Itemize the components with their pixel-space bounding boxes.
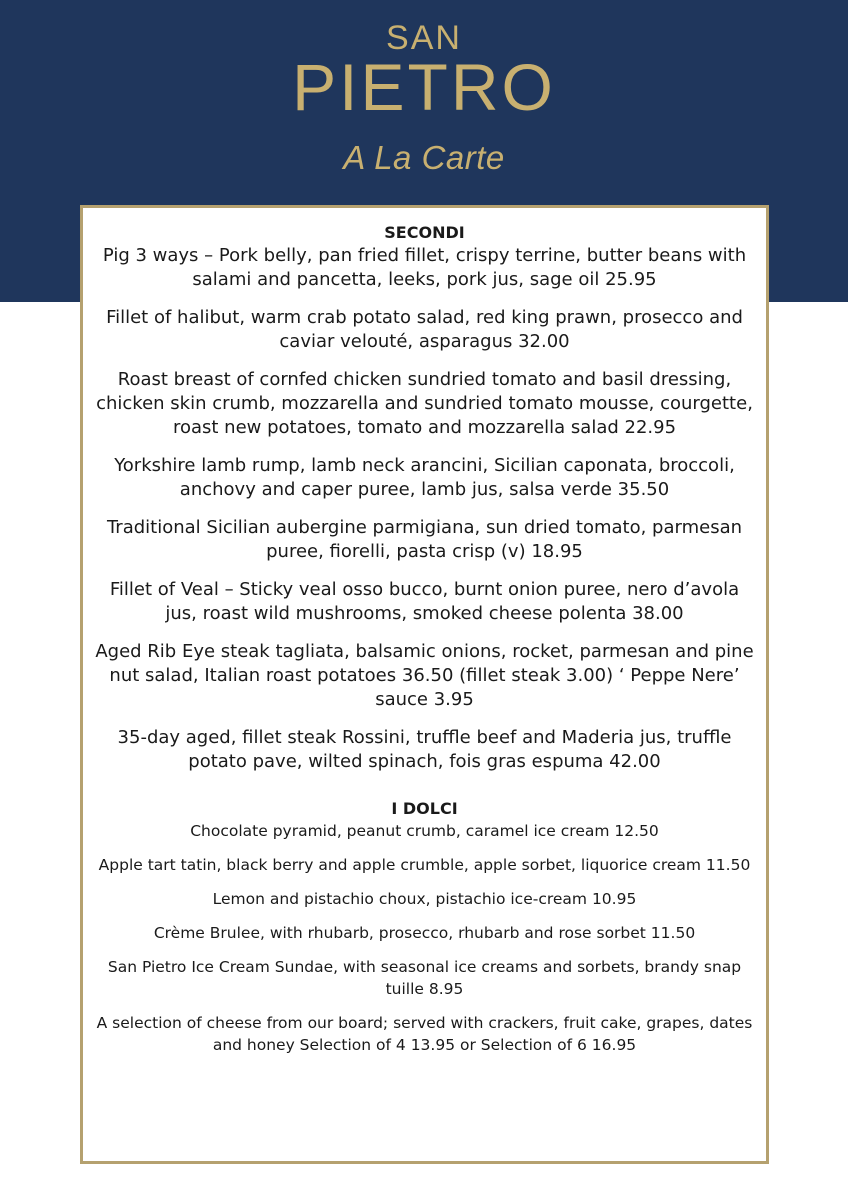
- menu-item: San Pietro Ice Cream Sundae, with seasonal ice creams and sorbets, brandy snap tuille 8.95: [107, 958, 742, 998]
- dolci-list: [95, 820, 754, 1056]
- menu-item: A selection of cheese from our board; served with crackers, fruit cake, grapes, dates and honey Selection of 4 13.95 or Selection of 6 16.95: [96, 1014, 753, 1054]
- brand-name-line2: PIETRO: [292, 50, 556, 124]
- menu-item: Traditional Sicilian aubergine parmigiana, sun dried tomato, parmesan puree, fiorelli, pasta crisp (v) 18.95: [106, 517, 743, 562]
- menu-item: Yorkshire lamb rump, lamb neck arancini, Sicilian caponata, broccoli, anchovy and caper puree, lamb jus, salsa verde 35.50: [114, 455, 735, 500]
- menu-item: Pig 3 ways – Pork belly, pan fried fillet, crispy terrine, butter beans with salami and pancetta, leeks, pork jus, sage oil 25.95: [102, 245, 747, 290]
- secondi-list: [95, 244, 754, 774]
- menu-item: Fillet of Veal – Sticky veal osso bucco, burnt onion puree, nero d’avola jus, roast wild mushrooms, smoked cheese polenta 38.00: [109, 579, 740, 624]
- menu-content: [95, 222, 754, 1068]
- menu-item: Aged Rib Eye steak tagliata, balsamic onions, rocket, parmesan and pine nut salad, Italian roast potatoes 36.50 (fillet steak 3.00) ‘ Peppe Nere’ sauce 3.95: [95, 641, 754, 710]
- menu-item: 35-day aged, fillet steak Rossini, truffle beef and Maderia jus, truffle potato pave, wilted spinach, fois gras espuma 42.00: [117, 727, 732, 772]
- section-title-dolci: I DOLCI: [391, 799, 458, 818]
- menu-item: Crème Brulee, with rhubarb, prosecco, rhubarb and rose sorbet 11.50: [153, 924, 696, 942]
- menu-subtitle: A La Carte: [343, 139, 505, 176]
- menu-item: Lemon and pistachio choux, pistachio ice-cream 10.95: [212, 890, 637, 908]
- menu-item: Apple tart tatin, black berry and apple crumble, apple sorbet, liquorice cream 11.50: [98, 856, 751, 874]
- menu-item: Roast breast of cornfed chicken sundried tomato and basil dressing, chicken skin crumb, mozzarella and sundried tomato mousse, courgette, roast new potatoes, tomato and mozzarella salad 22.95: [96, 369, 753, 438]
- menu-item: Chocolate pyramid, peanut crumb, caramel ice cream 12.50: [190, 822, 659, 840]
- brand-name-line1: SAN: [386, 19, 462, 57]
- menu-card: [80, 205, 769, 1164]
- section-title-secondi: SECONDI: [384, 223, 465, 242]
- menu-item: Fillet of halibut, warm crab potato salad, red king prawn, prosecco and caviar velouté, asparagus 32.00: [106, 307, 743, 352]
